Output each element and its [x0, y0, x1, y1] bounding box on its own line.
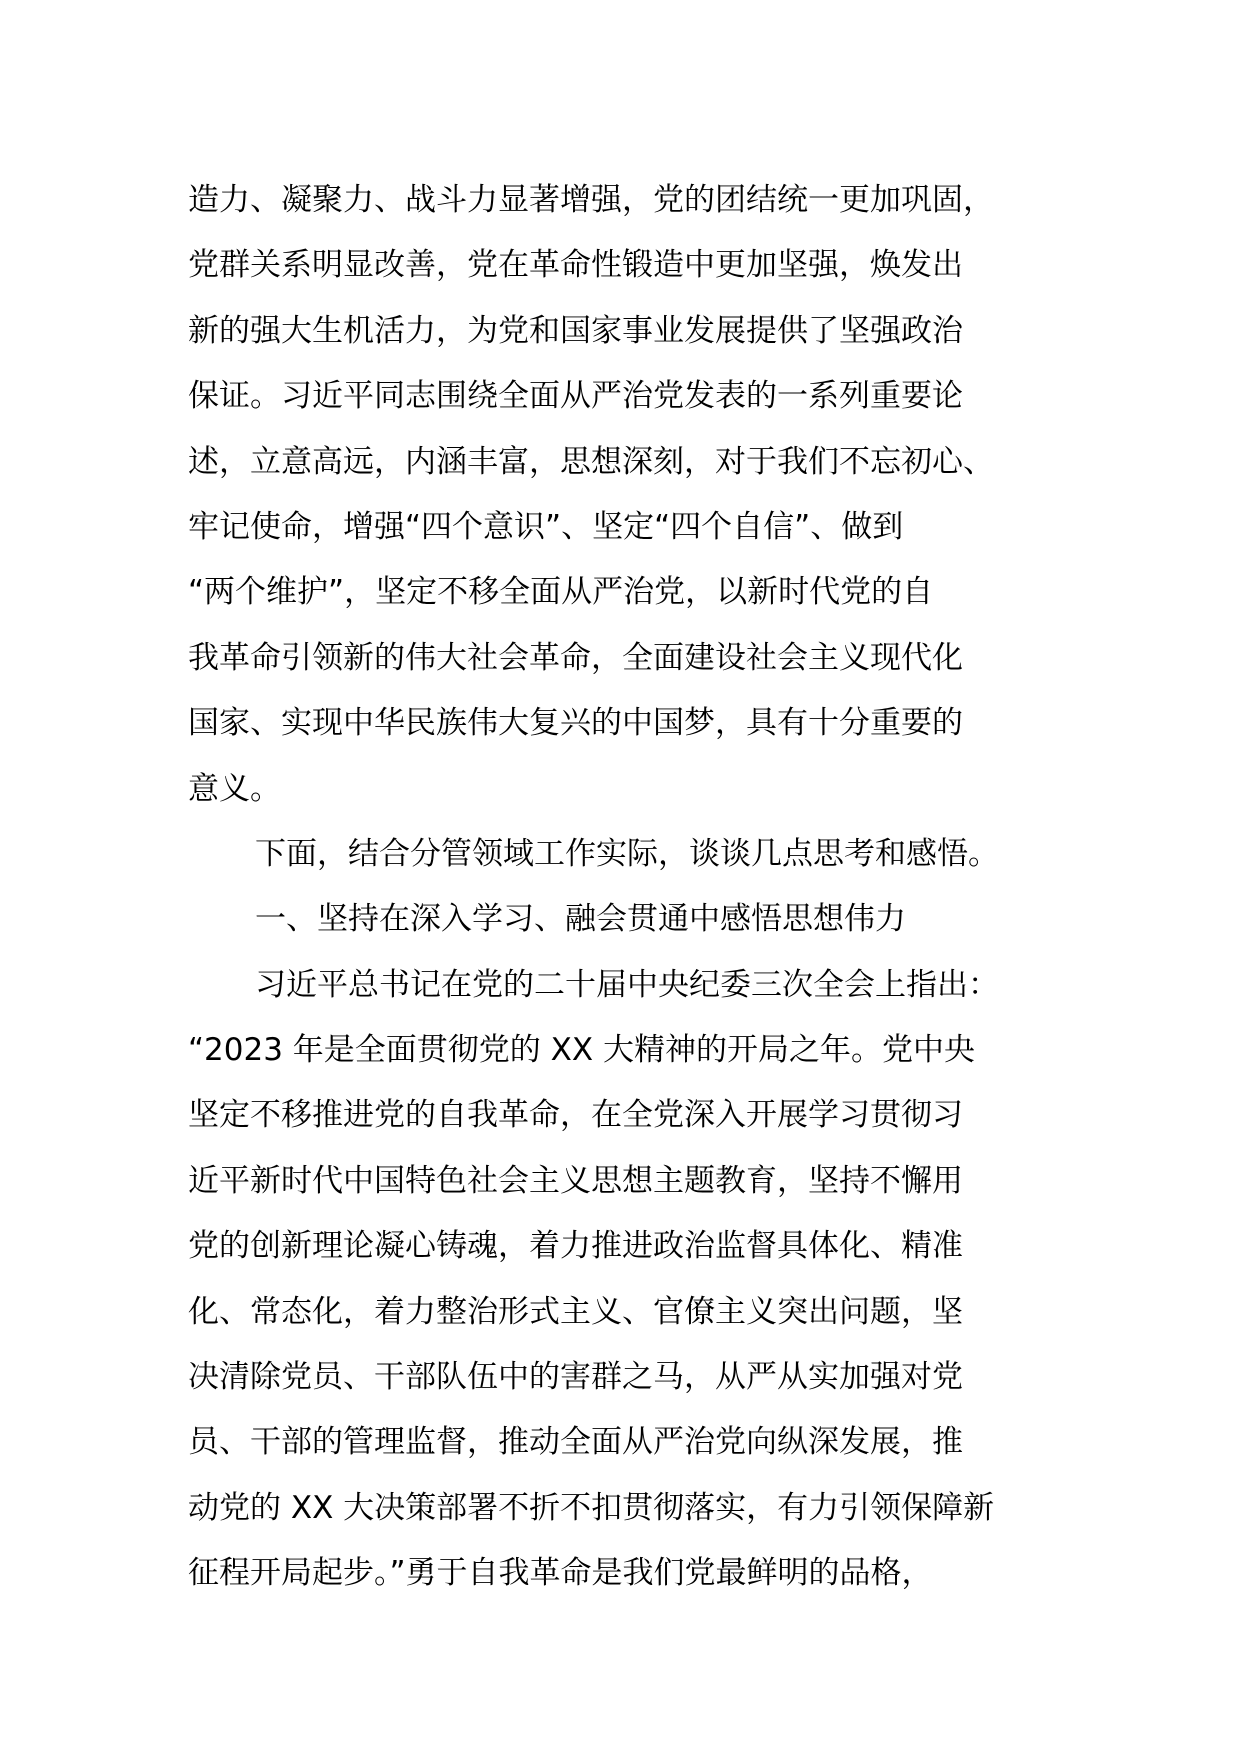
text-line: 国家、实现中华民族伟大复兴的中国梦，具有十分重要的 [188, 705, 963, 742]
text-line: 造力、凝聚力、战斗力显著增强，党的团结统一更加巩固， [188, 182, 994, 218]
text-line: 党群关系明显改善，党在革命性锻造中更加坚强，焕发出 [188, 247, 963, 284]
body-text [188, 168, 1068, 1607]
text-line: 坚定不移推进党的自我革命，在全党深入开展学习贯彻习 [188, 1097, 963, 1134]
text-line: 新的强大生机活力，为党和国家事业发展提供了坚强政治 [188, 312, 963, 349]
text-line: 牢记使命，增强“四个意识”、坚定“四个自信”、做到 [188, 508, 904, 545]
text-line: “2023 年是全面贯彻党的 XX 大精神的开局之年。党中央 [188, 1032, 975, 1069]
paragraph-first-line: 习近平总书记在党的二十届中央纪委三次全会上指出： [255, 966, 999, 1003]
text-line: 员、干部的管理监督，推动全面从严治党向纵深发展，推 [188, 1424, 963, 1461]
text-line: 化、常态化，着力整治形式主义、官僚主义突出问题，坚 [188, 1293, 963, 1330]
text-line: 述，立意高远，内涵丰富，思想深刻，对于我们不忘初心、 [188, 443, 994, 480]
text-line: 保证。习近平同志围绕全面从严治党发表的一系列重要论 [188, 378, 963, 415]
text-line: 动党的 XX 大决策部署不折不扣贯彻落实，有力引领保障新 [188, 1489, 995, 1526]
text-line: 决清除党员、干部队伍中的害群之马，从严从实加强对党 [188, 1359, 963, 1396]
paragraph-first-line: 下面，结合分管领域工作实际，谈谈几点思考和感悟。 [255, 835, 999, 872]
text-line: “两个维护”，坚定不移全面从严治党，以新时代党的自 [188, 574, 934, 611]
text-line: 意义。 [188, 770, 281, 807]
text-line: 我革命引领新的伟大社会革命，全面建设社会主义现代化 [188, 639, 963, 676]
text-line: 近平新时代中国特色社会主义思想主题教育，坚持不懈用 [188, 1162, 963, 1199]
section-heading: 一、坚持在深入学习、融会贯通中感悟思想伟力 [255, 901, 906, 938]
text-line: 党的创新理论凝心铸魂，着力推进政治监督具体化、精准 [188, 1228, 963, 1265]
text-line: 征程开局起步。”勇于自我革命是我们党最鲜明的品格， [188, 1555, 933, 1592]
